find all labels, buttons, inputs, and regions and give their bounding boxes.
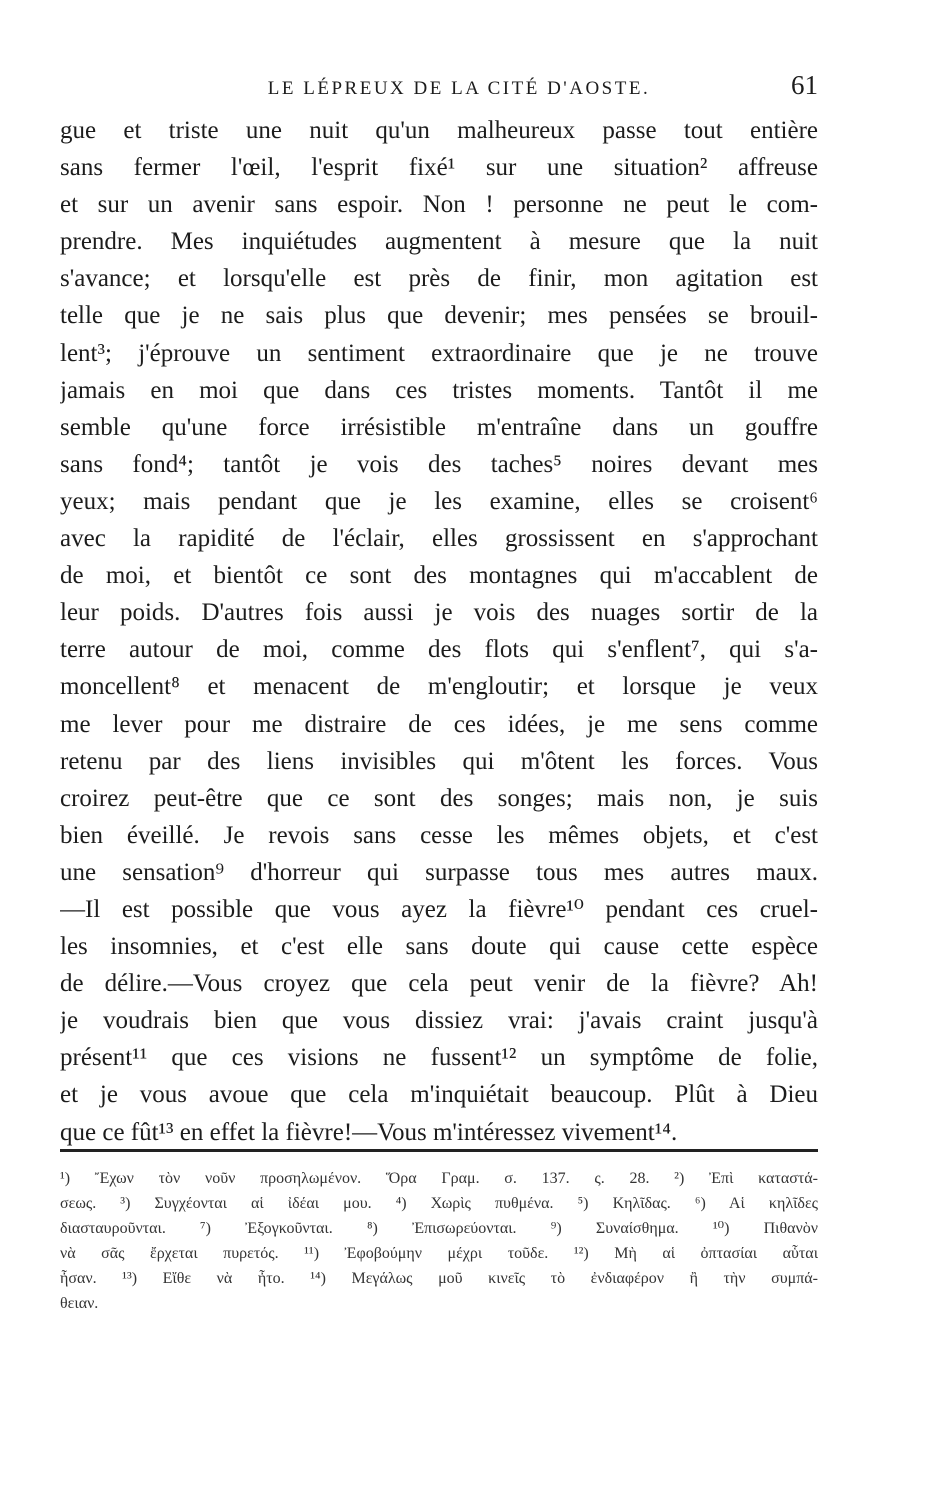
text-line: —Il est possible que vous ayez la fièvre¹⁰ pendant ces cruel- xyxy=(60,895,818,923)
footnote-line: διασταυροῦνται. ⁷) Ἐξογκοῦνται. ⁸) Ἐπισωρεύονται. ⁹) Συναίσθημα. ¹⁰) Πιθανὸν xyxy=(60,1220,818,1237)
text-line: et je vous avoue que cela m'inquiétait beaucoup. Plût à Dieu xyxy=(60,1081,818,1109)
text-line: prendre. Mes inquiétudes augmentent à mesure que la nuit xyxy=(60,228,818,256)
text-line: sans fermer l'œil, l'esprit fixé¹ sur une situation² affreuse xyxy=(60,154,818,182)
footnote-line: νὰ σᾶς ἔρχεται πυρετός. ¹¹) Ἐφοβούμην μέχρι τοῦδε. ¹²) Μὴ αἱ ὀπτασίαι αὗται xyxy=(60,1245,818,1262)
text-line: yeux; mais pendant que je les examine, elles se croisent⁶ xyxy=(60,487,818,515)
footnote-line: ¹) Ἔχων τὸν νοῦν προσηλωμένον. Ὅρα Γραμ. σ. 137. ς. 28. ²) Ἐπὶ καταστά- xyxy=(60,1170,818,1187)
running-head xyxy=(60,70,818,106)
page-number: 61 xyxy=(791,70,818,100)
text-line: lent³; j'éprouve un sentiment extraordinaire que je ne trouve xyxy=(60,339,818,367)
text-line: et sur un avenir sans espoir. Non ! personne ne peut le com- xyxy=(60,191,818,219)
text-line: gue et triste une nuit qu'un malheureux passe tout entière xyxy=(60,117,818,144)
footnote-line: σεως. ³) Συγχέονται αἱ ἰδέαι μου. ⁴) Χωρὶς πυθμένα. ⁵) Κηλῖδας. ⁶) Αἱ κηλῖδες xyxy=(60,1195,818,1212)
text-line: telle que je ne sais plus que devenir; mes pensées se brouil- xyxy=(60,302,818,330)
text-line: croirez peut-être que ce sont des songes; mais non, je suis xyxy=(60,784,818,812)
text-line: les insomnies, et c'est elle sans doute qui cause cette espèce xyxy=(60,933,818,961)
text-line: terre autour de moi, comme des flots qui s'enflent⁷, qui s'a- xyxy=(60,636,818,664)
footnote-line: ἦσαν. ¹³) Εἴθε νὰ ἦτο. ¹⁴) Μεγάλως μοῦ κινεῖς τὸ ἐνδιαφέρον ἢ τὴν συμπά- xyxy=(60,1270,818,1287)
text-line: de délire.—Vous croyez que cela peut venir de la fièvre? Ah! xyxy=(60,970,818,998)
text-line: s'avance; et lorsqu'elle est près de finir, mon agitation est xyxy=(60,265,818,293)
text-line: bien éveillé. Je revois sans cesse les mêmes objets, et c'est xyxy=(60,821,818,849)
text-line: que ce fût¹³ en effet la fièvre!—Vous m'intéressez vivement¹⁴. xyxy=(60,1118,678,1146)
footnotes xyxy=(60,1166,818,1316)
text-line: de moi, et bientôt ce sont des montagnes qui m'accablent de xyxy=(60,562,818,590)
text-line: présent¹¹ que ces visions ne fussent¹² un symptôme de folie, xyxy=(60,1044,818,1072)
text-line: je voudrais bien que vous dissiez vrai: j'avais craint jusqu'à xyxy=(60,1007,818,1035)
footnote-line: θειαν. xyxy=(60,1295,99,1312)
text-line: moncellent⁸ et menacent de m'engloutir; et lorsque je veux xyxy=(60,673,818,701)
text-line: retenu par des liens invisibles qui m'ôtent les forces. Vous xyxy=(60,747,818,775)
text-line: me lever pour me distraire de ces idées, je me sens comme xyxy=(60,710,818,738)
text-line: jamais en moi que dans ces tristes moments. Tantôt il me xyxy=(60,376,818,404)
body-text xyxy=(60,112,818,1151)
running-title: LE LÉPREUX DE LA CITÉ D'AOSTE. xyxy=(267,78,651,99)
footnote-rule xyxy=(60,1149,818,1152)
text-line: sans fond⁴; tantôt je vois des taches⁵ noires devant mes xyxy=(60,450,818,478)
text-line: avec la rapidité de l'éclair, elles grossissent en s'approchant xyxy=(60,525,818,553)
text-line: semble qu'une force irrésistible m'entraîne dans un gouffre xyxy=(60,413,818,441)
text-line: une sensation⁹ d'horreur qui surpasse tous mes autres maux. xyxy=(60,858,818,886)
text-line: leur poids. D'autres fois aussi je vois des nuages sortir de la xyxy=(60,599,818,627)
